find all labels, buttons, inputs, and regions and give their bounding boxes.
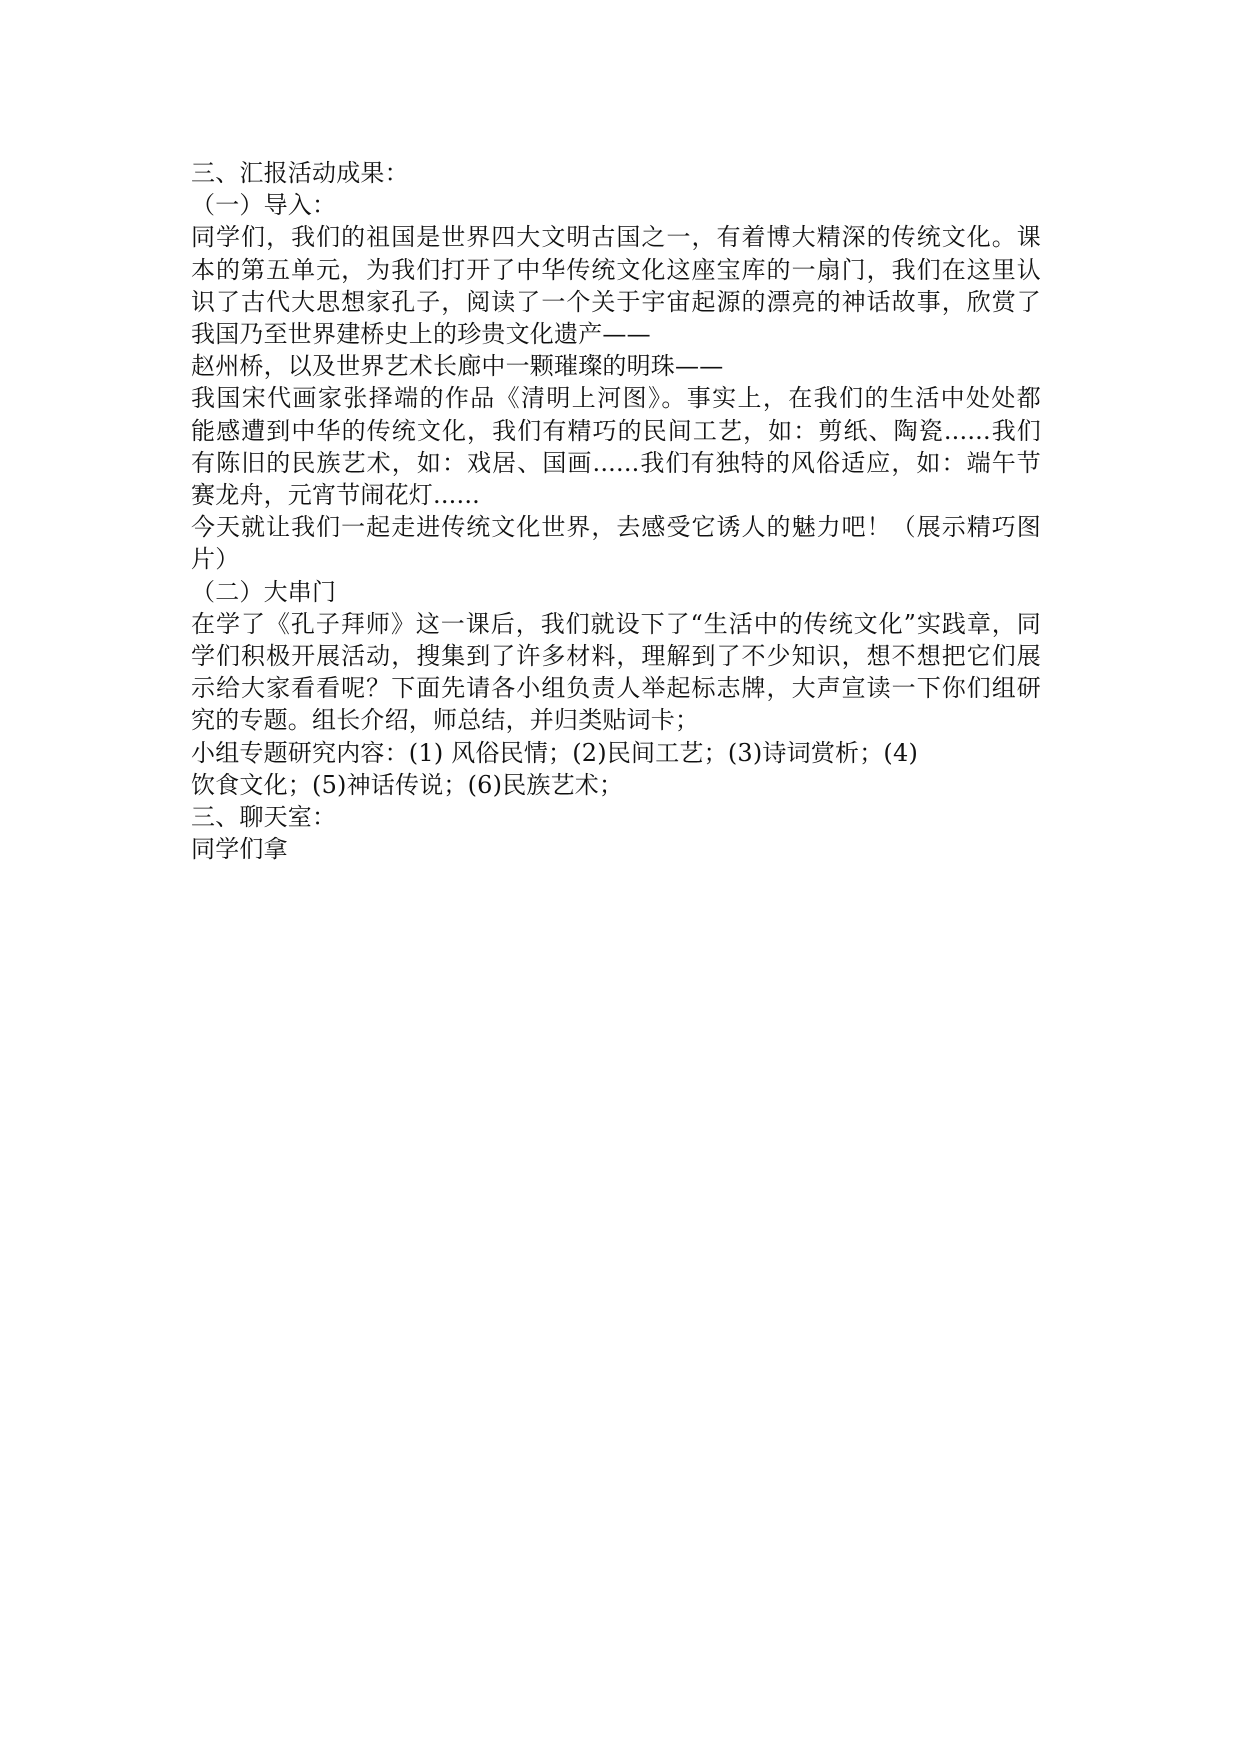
body-line: 片） xyxy=(191,545,240,574)
body-line: 同学们拿 xyxy=(191,835,288,864)
body-line: 识了古代大思想家孔子，阅读了一个关于宇宙起源的漂亮的神话故事，欣赏了 xyxy=(191,287,1041,316)
subsection-heading: （二）大串门 xyxy=(191,577,337,606)
body-line: 今天就让我们一起走进传统文化世界，去感受它诱人的魅力吧！（展示精巧图 xyxy=(191,513,1041,542)
body-line: 学们积极开展活动，搜集到了许多材料，理解到了不少知识，想不想把它们展 xyxy=(191,642,1041,671)
body-line: 在学了《孔子拜师》这一课后，我们就设下了“生活中的传统文化”实践章，同 xyxy=(191,609,1041,638)
body-line: 究的专题。组长介绍，师总结，并归类贴词卡； xyxy=(191,706,700,735)
body-line: 赛龙舟，元宵节闹花灯...... xyxy=(191,481,480,510)
subsection-heading: （一）导入： xyxy=(191,191,337,220)
body-line: 我国乃至世界建桥史上的珍贵文化遗产—— xyxy=(191,320,651,349)
body-line: 赵州桥，以及世界艺术长廊中一颗璀璨的明珠—— xyxy=(191,352,724,381)
section-heading: 三、汇报活动成果： xyxy=(191,159,409,187)
body-line: 能感遭到中华的传统文化，我们有精巧的民间工艺，如：剪纸、陶瓷......我们 xyxy=(191,416,1041,445)
document-body xyxy=(191,157,1041,865)
body-line: 示给大家看看呢？下面先请各小组负责人举起标志牌，大声宣读一下你们组研 xyxy=(191,674,1041,703)
body-line: 我国宋代画家张择端的作品《清明上河图》。事实上，在我们的生活中处处都 xyxy=(191,384,1041,413)
body-line: 小组专题研究内容：(1) 风俗民情；(2)民间工艺；(3)诗词赏析；(4) xyxy=(191,738,919,767)
body-line: 饮食文化；(5)神话传说；(6)民族艺术； xyxy=(191,770,624,799)
body-line: 同学们，我们的祖国是世界四大文明古国之一，有着博大精深的传统文化。课 xyxy=(191,223,1041,252)
section-heading: 三、聊天室： xyxy=(191,803,337,832)
body-line: 有陈旧的民族艺术，如：戏居、国画......我们有独特的风俗适应，如：端午节 xyxy=(191,448,1041,477)
body-line: 本的第五单元，为我们打开了中华传统文化这座宝库的一扇门，我们在这里认 xyxy=(191,255,1041,284)
